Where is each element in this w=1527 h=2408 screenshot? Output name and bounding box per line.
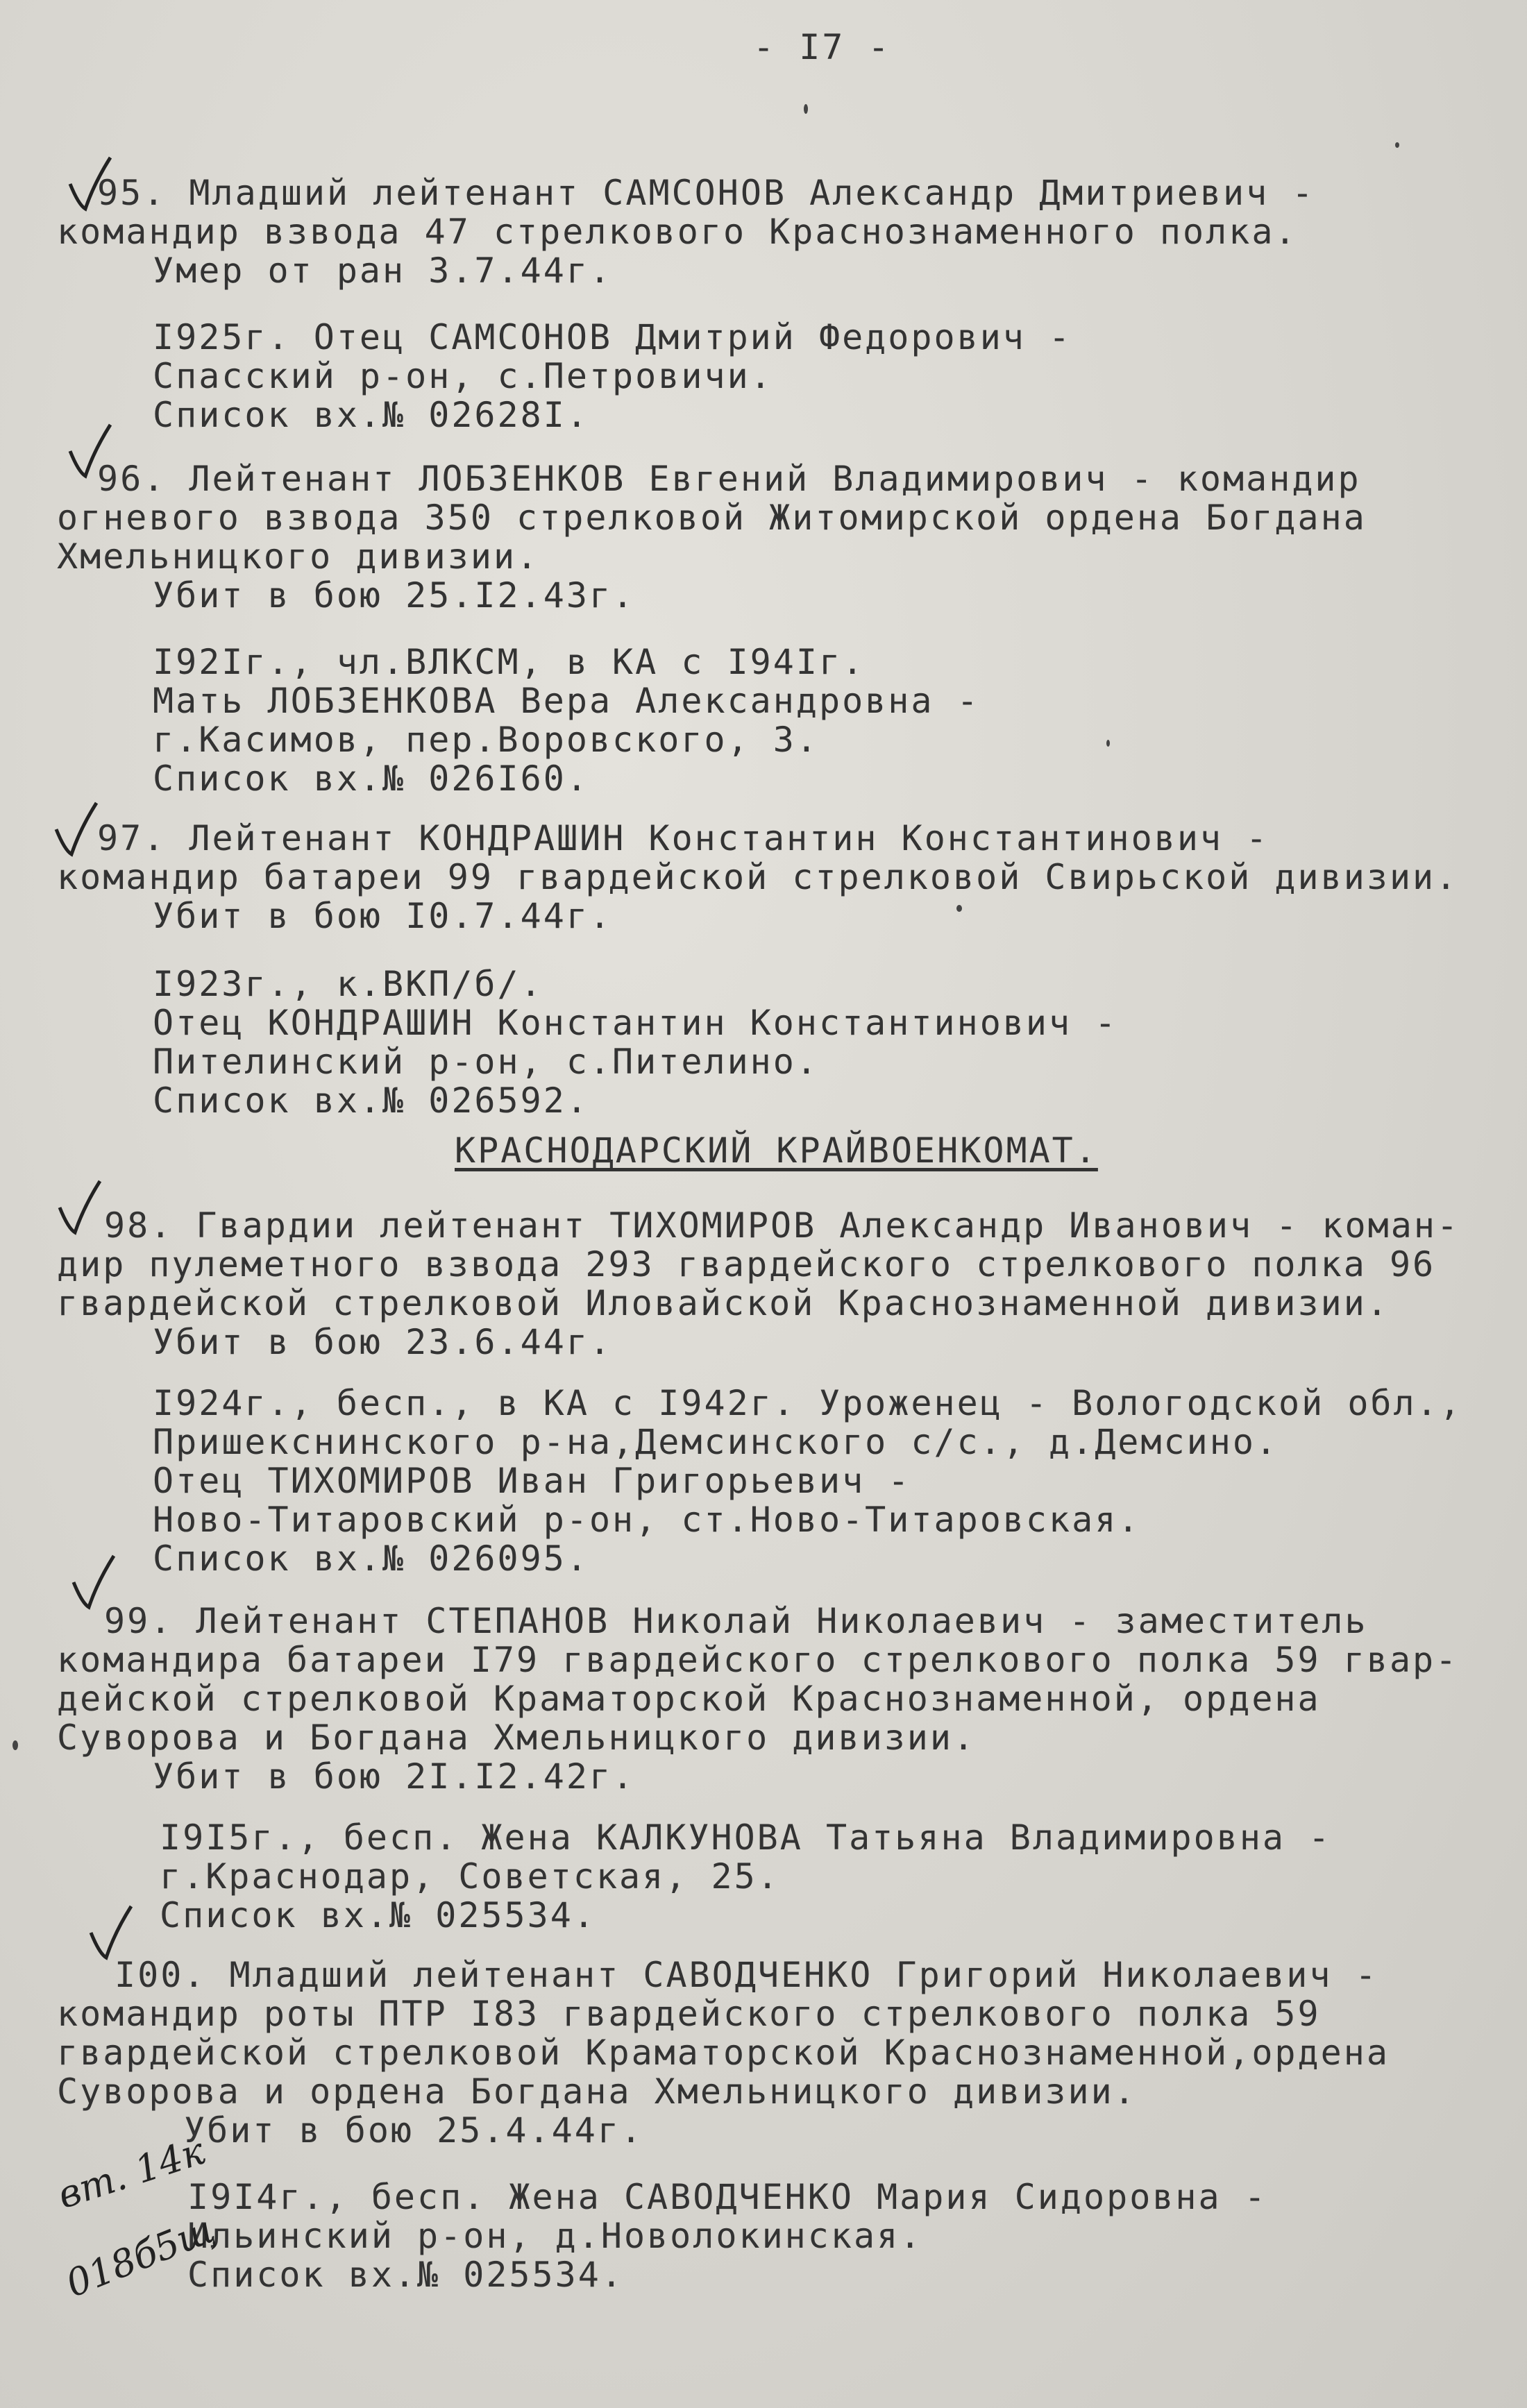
entry-99-line-7: г.Краснодар, Советская, 25. (160, 1856, 780, 1897)
entry-95-line-6: Список вх.№ 02628I. (153, 395, 589, 435)
entry-96-line-3: Хмельницкого дивизии. (57, 536, 540, 577)
entry-96-line-5: I92Iг., чл.ВЛКСМ, в КА с I94Iг. (153, 642, 866, 682)
entry-95-line-2: командир взвода 47 стрелкового Краснознаменного полка. (57, 212, 1298, 252)
entry-97-line-5: Отец КОНДРАШИН Константин Константинович - (153, 1003, 1118, 1043)
page-number: - I7 - (753, 27, 891, 67)
entry-96-line-7: г.Касимов, пер.Воровского, 3. (153, 720, 819, 760)
checkmark-icon (56, 1180, 104, 1235)
entry-100-line-2: командир роты ПТР I83 гвардейского стрелкового полка 59 (57, 1994, 1321, 2034)
entry-96-line-2: огневого взвода 350 стрелковой Житомирской ордена Богдана (57, 498, 1367, 538)
entry-98-line-3: гвардейской стрелковой Иловайской Краснознаменной дивизии. (57, 1283, 1390, 1323)
entry-99-line-2: командира батареи I79 гвардейского стрелкового полка 59 гвар- (57, 1640, 1459, 1680)
ink-speck (1395, 142, 1399, 148)
section-heading: КРАСНОДАРСКИЙ КРАЙВОЕНКОМАТ. (455, 1130, 1098, 1171)
entry-98-line-2: дир пулеметного взвода 293 гвардейского стрелкового полка 96 (57, 1244, 1436, 1284)
entry-99-line-8: Список вх.№ 025534. (160, 1895, 596, 1935)
entry-100-line-4: Суворова и ордена Богдана Хмельницкого дивизии. (57, 2071, 1137, 2112)
entry-97-line-7: Список вх.№ 026592. (153, 1080, 589, 1121)
entry-98-line-7: Отец ТИХОМИРОВ Иван Григорьевич - (153, 1461, 911, 1501)
entry-98-line-9: Список вх.№ 026095. (153, 1538, 589, 1579)
entry-96-line-6: Мать ЛОБЗЕНКОВА Вера Александровна - (153, 681, 980, 721)
entry-99-line-6: I9I5г., бесп. Жена КАЛКУНОВА Татьяна Владимировна - (160, 1817, 1332, 1858)
ink-speck (804, 104, 808, 114)
entry-100-line-7: Ильинский р-он, д.Новолокинская. (187, 2216, 923, 2256)
entry-98-line-8: Ново-Титаровский р-он, ст.Ново-Титаровская. (153, 1500, 1141, 1540)
entry-100-line-6: I9I4г., бесп. Жена САВОДЧЕНКО Мария Сидоровна - (187, 2177, 1267, 2217)
entry-100-line-1: I00. Младший лейтенант САВОДЧЕНКО Григорий Николаевич - (115, 1955, 1378, 1995)
entry-96-line-8: Список вх.№ 026I60. (153, 758, 589, 799)
entry-95-line-5: Спасский р-он, с.Петровичи. (153, 356, 773, 396)
ink-speck (1106, 740, 1110, 747)
entry-98-line-1: 98. Гвардии лейтенант ТИХОМИРОВ Александр Иванович - коман- (104, 1205, 1460, 1246)
entry-100-line-3: гвардейской стрелковой Краматорской Краснознаменной,ордена (57, 2033, 1390, 2073)
entry-96-line-4: Убит в бою 25.I2.43г. (153, 575, 636, 616)
ink-speck (12, 1740, 18, 1750)
handwritten-note: 018б5щ (60, 2207, 221, 2306)
entry-100-line-5: Убит в бою 25.4.44г. (184, 2110, 644, 2151)
entry-100-line-8: Список вх.№ 025534. (187, 2255, 624, 2295)
entry-99-line-4: Суворова и Богдана Хмельницкого дивизии. (57, 1718, 977, 1758)
entry-97-line-6: Пителинский р-он, с.Пителино. (153, 1042, 819, 1082)
entry-95-line-4: I925г. Отец САМСОНОВ Дмитрий Федорович - (153, 317, 1072, 357)
entry-97-line-2: командир батареи 99 гвардейской стрелковой Свирьской дивизии. (57, 857, 1459, 897)
entry-97-line-3: Убит в бою I0.7.44г. (153, 896, 613, 936)
entry-96-line-1: 96. Лейтенант ЛОБЗЕНКОВ Евгений Владимирович - командир (97, 459, 1361, 499)
entry-98-line-4: Убит в бою 23.6.44г. (153, 1322, 613, 1362)
checkmark-icon (52, 802, 101, 857)
entry-97-line-4: I923г., к.ВКП/б/. (153, 964, 543, 1004)
entry-99-line-1: 99. Лейтенант СТЕПАНОВ Николай Николаевич - заместитель (104, 1601, 1368, 1641)
entry-98-line-5: I924г., бесп., в КА с I942г. Уроженец - Вологодской обл., (153, 1383, 1462, 1423)
entry-95-line-1: 95. Младший лейтенант САМСОНОВ Александр Дмитриевич - (97, 173, 1315, 213)
ink-speck (956, 905, 962, 912)
entry-97-line-1: 97. Лейтенант КОНДРАШИН Константин Константинович - (97, 818, 1269, 858)
entry-98-line-6: Пришекснинского р-на,Демсинского с/с., д.Демсино. (153, 1422, 1279, 1462)
checkmark-icon (87, 1905, 135, 1960)
entry-99-line-5: Убит в бою 2I.I2.42г. (153, 1756, 636, 1797)
handwritten-note: вт. 14к (52, 2128, 210, 2218)
entry-99-line-3: дейской стрелковой Краматорской Краснознаменной, ордена (57, 1679, 1321, 1719)
entry-95-line-3: Умер от ран 3.7.44г. (153, 251, 613, 291)
